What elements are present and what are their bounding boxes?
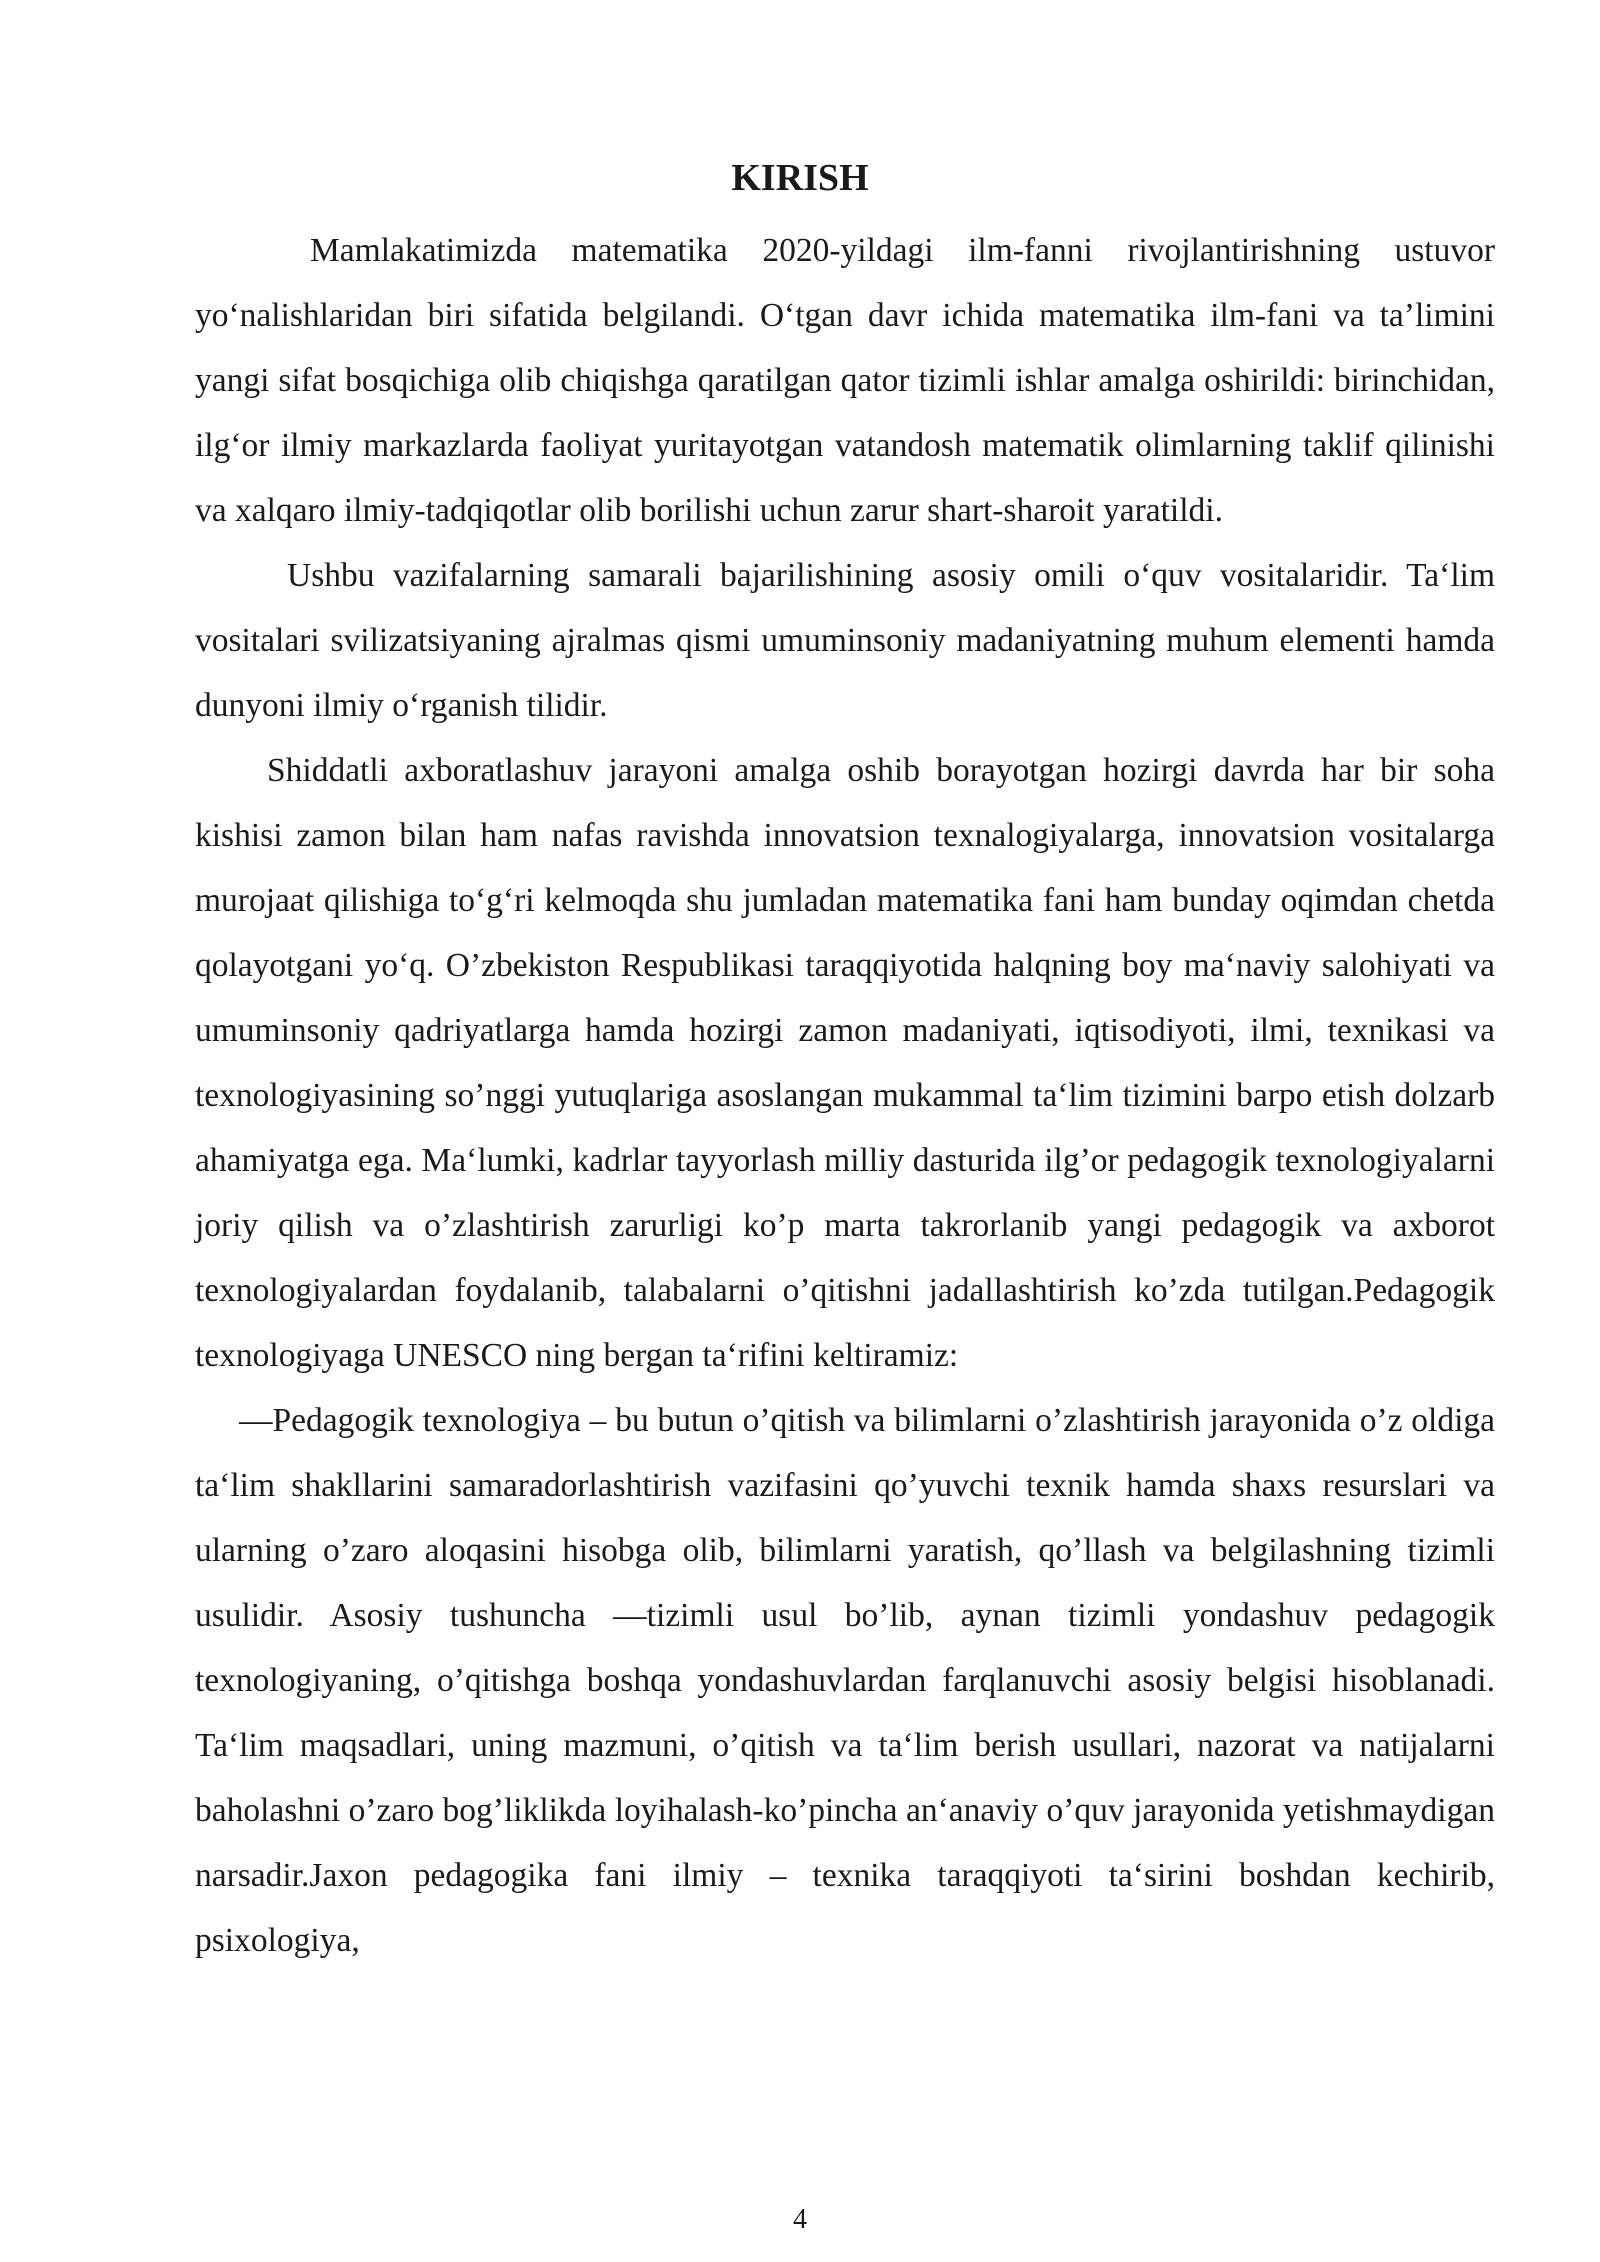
paragraph-1: Mamlakatimizda matematika 2020-yildagi ilm-fanni rivojlantirishning ustuvor yo‘nalishlaridan biri sifatida belgilandi. O‘tgan davr ichida matematika ilm-fani va ta’limini yangi sifat bosqichiga olib chiqishga qaratilgan qator tizimli ishlar amalga oshirildi: birinchidan, ilg‘or ilmiy markazlarda faoliyat yuritayotgan vatandosh matematik olimlarning taklif qilinishi va xalqaro ilmiy-tadqiqotlar olib borilishi uchun zarur shart-sharoit yaratildi. <box>195 232 1495 529</box>
body-text <box>195 218 1495 1973</box>
page-title: KIRISH <box>731 157 869 199</box>
paragraph-3: Shiddatli axboratlashuv jarayoni amalga oshib borayotgan hozirgi davrda har bir soha kishisi zamon bilan ham nafas ravishda innovatsion texnalogiyalarga, innovatsion vositalarga murojaat qilishiga to‘g‘ri kelmoqda shu jumladan matematika fani ham bunday oqimdan chetda qolayotgani yo‘q. O’zbekiston Respublikasi taraqqiyotida halqning boy ma‘naviy salohiyati va umuminsoniy qadriyatlarga hamda hozirgi zamon madaniyati, iqtisodiyoti, ilmi, texnikasi va texnologiyasining so’nggi yutuqlariga asoslangan mukammal ta‘lim tizimini barpo etish dolzarb ahamiyatga ega. Ma‘lumki, kadrlar tayyorlash milliy dasturida ilg’or pedagogik texnologiyalarni joriy qilish va o’zlashtirish zarurligi ko’p marta takrorlanib yangi pedagogik va axborot texnologiyalardan foydalanib, talabalarni o’qitishni jadallashtirish ko’zda tutilgan.Pedagogik texnologiyaga UNESCO ning bergan ta‘rifini keltiramiz: <box>195 752 1495 1374</box>
paragraph-2: Ushbu vazifalarning samarali bajarilishining asosiy omili o‘quv vositalaridir. Ta‘lim vositalari svilizatsiyaning ajralmas qismi umuminsoniy madaniyatning muhum elementi hamda dunyoni ilmiy o‘rganish tilidir. <box>195 557 1495 724</box>
page-number: 4 <box>793 2204 807 2235</box>
paragraph-4: ―Pedagogik texnologiya – bu butun o’qitish va bilimlarni o’zlashtirish jarayonida o’z oldiga ta‘lim shakllarini samaradorlashtirish vazifasini qo’yuvchi texnik hamda shaxs resurslari va ularning o’zaro aloqasini hisobga olib, bilimlarni yaratish, qo’llash va belgilashning tizimli usulidir. Asosiy tushuncha ―tizimli usul bo’lib, aynan tizimli yondashuv pedagogik texnologiyaning, o’qitishga boshqa yondashuvlardan farqlanuvchi asosiy belgisi hisoblanadi. Ta‘lim maqsadlari, uning mazmuni, o’qitish va ta‘lim berish usullari, nazorat va natijalarni baholashni o’zaro bog’liklikda loyihalash-ko’pincha an‘anaviy o’quv jarayonida yetishmaydigan narsadir.Jaxon pedagogika fani ilmiy – texnika taraqqiyoti ta‘sirini boshdan kechirib, psixologiya, <box>195 1402 1495 1959</box>
